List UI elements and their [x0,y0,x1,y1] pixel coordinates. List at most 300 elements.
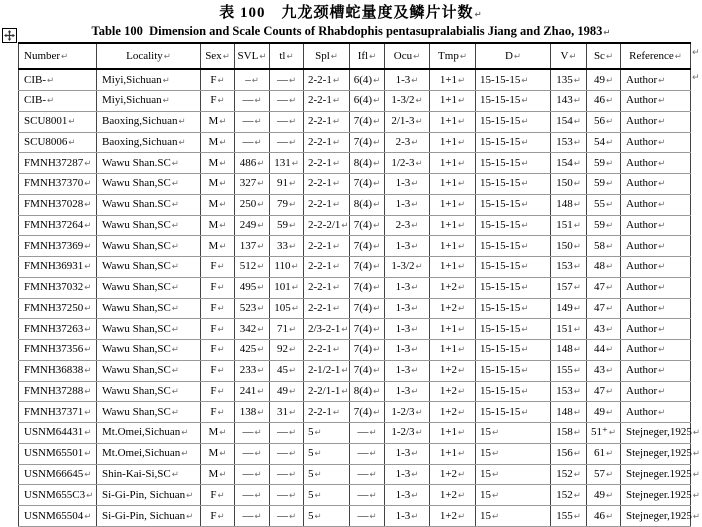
end-of-cell-mark: ↵ [458,449,466,460]
end-of-cell-mark: ↵ [171,407,179,418]
end-of-cell-mark: ↵ [341,324,349,335]
end-of-cell-mark: ↵ [415,428,423,439]
end-of-cell-mark: ↵ [163,51,171,62]
end-of-cell-mark: ↵ [573,469,581,480]
cell: 1+1↵ [430,174,476,195]
cell: 1-3↵ [385,506,430,527]
cell: FMNH37250↵ [19,298,97,319]
cell: 58↵ [587,236,621,257]
end-of-cell-mark: ↵ [288,490,297,501]
cell: 152↵ [551,464,587,485]
cell: 105↵ [270,298,304,319]
end-of-cell-mark: ↵ [171,241,179,252]
cell: 152↵ [551,485,587,506]
cell: USNM655C3↵ [19,485,97,506]
end-of-cell-mark: ↵ [288,75,297,86]
cell: Author↵ [621,194,691,215]
cell: Wawu Shan,SC↵ [97,381,201,402]
end-of-cell-mark: ↵ [171,469,179,480]
cell: 7(4)↵ [350,277,385,298]
cell: 5↵ [304,506,350,527]
cell: 1-3/2↵ [385,91,430,112]
cell: 149↵ [551,298,587,319]
end-of-cell-mark: ↵ [492,449,500,460]
end-of-cell-mark: ↵ [605,386,614,397]
end-of-cell-mark: ↵ [415,117,423,128]
cell: FMNH37032↵ [19,277,97,298]
cell: —↵ [350,506,385,527]
cell: 1+1↵ [430,194,476,215]
cell: M↵ [201,236,235,257]
cell: 2-2-1↵ [304,132,350,153]
cell: 523↵ [235,298,270,319]
end-of-cell-mark: ↵ [254,449,262,460]
end-of-cell-mark: ↵ [569,51,577,62]
cell: 2/1-3↵ [385,111,430,132]
cell: F↵ [201,485,235,506]
end-of-cell-mark: ↵ [178,117,186,128]
cell: 1+2↵ [430,298,476,319]
end-of-cell-mark: ↵ [219,137,227,148]
cell: 153↵ [551,381,587,402]
cell: Wawu Shan,SC↵ [97,360,201,381]
end-of-cell-mark: ↵ [521,200,529,211]
end-of-cell-mark: ↵ [492,490,500,501]
cell: 15-15-15↵ [476,215,551,236]
end-of-cell-mark: ↵ [415,407,423,418]
cell: 327↵ [235,174,270,195]
cell: 5↵ [304,423,350,444]
end-of-cell-mark: ↵ [84,241,92,252]
end-of-cell-mark: ↵ [573,262,581,273]
cell: 2-2-1↵ [304,340,350,361]
end-of-cell-mark: ↵ [217,366,225,377]
table-row [19,91,691,112]
end-of-cell-mark: ↵ [332,96,340,107]
cell: Author↵ [621,257,691,278]
cell: M↵ [201,464,235,485]
end-of-cell-mark: ↵ [521,324,529,335]
end-of-cell-mark: ↵ [332,262,340,273]
cell: —↵ [235,111,270,132]
cell: 153↵ [551,257,587,278]
end-of-cell-mark: ↵ [84,345,92,356]
cell: 233↵ [235,360,270,381]
end-of-cell-mark: ↵ [573,407,581,418]
cell: 8(4)↵ [350,194,385,215]
cell: 150↵ [551,236,587,257]
end-of-cell-mark: ↵ [573,303,581,314]
end-of-cell-mark: ↵ [217,386,225,397]
cell: Wawu Shan,SC↵ [97,257,201,278]
cell: 2-2-1↵ [304,194,350,215]
end-of-cell-mark: ↵ [84,200,92,211]
end-of-cell-mark: ↵ [373,366,381,377]
cell: 2/3-2-1↵ [304,319,350,340]
end-of-cell-mark: ↵ [84,303,92,314]
table-row [19,381,691,402]
cell: 7(4)↵ [350,132,385,153]
end-of-cell-mark: ↵ [84,220,92,231]
cell: F↵ [201,319,235,340]
cell: Author↵ [621,340,691,361]
end-of-cell-mark: ↵ [373,283,381,294]
end-of-cell-mark: ↵ [288,117,297,128]
end-of-cell-mark: ↵ [257,283,265,294]
cell: 1-2/3↵ [385,423,430,444]
cell: Wawu Shan,SC↵ [97,298,201,319]
table-row [19,298,691,319]
end-of-cell-mark: ↵ [458,345,466,356]
end-of-cell-mark: ↵ [605,303,614,314]
cell: 6(4)↵ [350,69,385,91]
end-of-cell-mark: ↵ [458,283,466,294]
cell: —↵ [270,423,304,444]
cell: —↵ [270,111,304,132]
cell: 1+1↵ [430,153,476,174]
cell: F↵ [201,277,235,298]
cell: FMNH37264↵ [19,215,97,236]
cell: 1-3↵ [385,174,430,195]
end-of-cell-mark: ↵ [415,262,423,273]
column-header-v: V↵ [551,43,587,69]
end-of-cell-mark: ↵ [341,366,349,377]
cell: 1+2↵ [430,506,476,527]
end-of-cell-mark: ↵ [332,137,340,148]
cell: Stejneger,1925↵ [621,423,691,444]
end-of-cell-mark: ↵ [658,117,666,128]
paragraph-mark: ↵ [603,28,611,38]
cell: F↵ [201,381,235,402]
cell: 92↵ [270,340,304,361]
end-of-cell-mark: ↵ [411,283,419,294]
end-of-cell-mark: ↵ [415,96,423,107]
cell: Author↵ [621,277,691,298]
cell: —↵ [350,443,385,464]
end-of-cell-mark: ↵ [573,449,581,460]
end-of-cell-mark: ↵ [162,75,170,86]
end-of-cell-mark: ↵ [219,449,227,460]
end-of-cell-mark: ↵ [458,241,466,252]
end-of-cell-mark: ↵ [288,137,297,148]
end-of-cell-mark: ↵ [658,241,666,252]
cell: Wawu Shan.SC↵ [97,194,201,215]
cell: 2-3↵ [385,215,430,236]
cell: 151↵ [551,319,587,340]
cell: 1-2/3↵ [385,402,430,423]
cell: 156↵ [551,443,587,464]
table-row [19,111,691,132]
end-of-cell-mark: ↵ [291,262,299,273]
end-of-cell-mark: ↵ [458,179,466,190]
cell: F↵ [201,91,235,112]
end-of-cell-mark: ↵ [692,511,700,522]
cell: 43↵ [587,360,621,381]
cell: 158↵ [551,423,587,444]
end-of-cell-mark: ↵ [288,324,297,335]
end-of-cell-mark: ↵ [458,303,466,314]
cell: 15-15-15↵ [476,69,551,91]
cell: USNM65501↵ [19,443,97,464]
cell: 1-3↵ [385,464,430,485]
cell: 1+1↵ [430,236,476,257]
cell: Shin-Kai-Si,SC↵ [97,464,201,485]
end-of-cell-mark: ↵ [254,490,262,501]
end-of-cell-mark: ↵ [373,345,381,356]
table-row [19,423,691,444]
cell: 1+1↵ [430,340,476,361]
cell: –↵ [235,69,270,91]
end-of-cell-mark: ↵ [605,407,614,418]
end-of-cell-mark: ↵ [314,511,322,522]
end-of-cell-mark: ↵ [314,428,322,439]
cell: —↵ [270,443,304,464]
table-title-english-text: Table 100 Dimension and Scale Counts of Rhabdophis pentasupralabialis Jiang and Zhao, 1983 [91,24,603,38]
cell: —↵ [270,506,304,527]
cell: 8(4)↵ [350,153,385,174]
cell: —↵ [235,485,270,506]
cell: 15-15-15↵ [476,257,551,278]
end-of-cell-mark: ↵ [219,179,227,190]
end-of-cell-mark: ↵ [373,117,381,128]
end-of-cell-mark: ↵ [332,117,340,128]
cell: 143↵ [551,91,587,112]
end-of-cell-mark: ↵ [219,428,227,439]
cell: 59↵ [270,215,304,236]
cell: Author↵ [621,174,691,195]
end-of-cell-mark: ↵ [458,386,466,397]
cell: 7(4)↵ [350,174,385,195]
cell: 15↵ [476,423,551,444]
end-of-cell-mark: ↵ [217,303,225,314]
end-of-cell-mark: ↵ [84,386,92,397]
cell: —↵ [350,485,385,506]
cell: 61↵ [587,443,621,464]
end-of-cell-mark: ↵ [658,324,666,335]
cell: 495↵ [235,277,270,298]
end-of-cell-mark: ↵ [171,179,179,190]
cell: 110↵ [270,257,304,278]
cell: 91↵ [270,174,304,195]
end-of-cell-mark: ↵ [332,200,340,211]
end-of-cell-mark: ↵ [181,449,189,460]
end-of-cell-mark: ↵ [521,407,529,418]
end-of-cell-mark: ↵ [458,511,466,522]
end-of-cell-mark: ↵ [332,345,340,356]
end-of-cell-mark: ↵ [68,137,76,148]
end-of-cell-mark: ↵ [369,449,377,460]
cell: 15↵ [476,506,551,527]
column-header-reference: Reference↵ [621,43,691,69]
end-of-cell-mark: ↵ [605,469,614,480]
table-move-handle[interactable] [2,28,17,43]
cell: 15-15-15↵ [476,236,551,257]
end-of-cell-mark: ↵ [573,345,581,356]
cell: CIB-↵ [19,69,97,91]
end-of-cell-mark: ↵ [458,262,466,273]
cell: 154↵ [551,153,587,174]
cell: 1+2↵ [430,485,476,506]
cell: 512↵ [235,257,270,278]
end-of-cell-mark: ↵ [658,366,666,377]
end-of-cell-mark: ↵ [61,51,69,62]
end-of-cell-mark: ↵ [257,407,265,418]
end-of-cell-mark: ↵ [257,303,265,314]
table-row [19,132,691,153]
end-of-cell-mark: ↵ [492,428,500,439]
end-of-cell-mark: ↵ [605,75,614,86]
cell: 54↵ [587,132,621,153]
end-of-cell-mark: ↵ [573,117,581,128]
cell: 1-3↵ [385,236,430,257]
end-of-cell-mark: ↵ [692,469,700,480]
cell: USNM64431↵ [19,423,97,444]
end-of-cell-mark: ↵ [219,241,227,252]
end-of-cell-mark: ↵ [458,200,466,211]
end-of-cell-mark: ↵ [332,303,340,314]
cell: Wawu Shan,SC↵ [97,277,201,298]
end-of-cell-mark: ↵ [608,428,616,439]
end-of-cell-mark: ↵ [411,490,419,501]
end-of-cell-mark: ↵ [217,511,225,522]
end-of-cell-mark: ↵ [254,428,262,439]
cell: —↵ [235,464,270,485]
end-of-cell-mark: ↵ [658,158,666,169]
cell: Author↵ [621,69,691,91]
column-header-spl: Spl↵ [304,43,350,69]
end-of-cell-mark: ↵ [373,158,381,169]
end-of-cell-mark: ↵ [605,366,614,377]
cell: 7(4)↵ [350,319,385,340]
cell: 47↵ [587,277,621,298]
end-of-cell-mark: ↵ [458,158,466,169]
end-of-cell-mark: ↵ [573,137,581,148]
end-of-cell-mark: ↵ [332,407,340,418]
end-of-cell-mark: ↵ [288,366,297,377]
end-of-cell-mark: ↵ [658,303,666,314]
end-of-cell-mark: ↵ [658,407,666,418]
end-of-cell-mark: ↵ [573,158,581,169]
end-of-cell-mark: ↵ [171,283,179,294]
end-of-cell-mark: ↵ [254,117,262,128]
end-of-cell-mark: ↵ [171,220,179,231]
end-of-cell-mark: ↵ [84,428,92,439]
end-of-cell-mark: ↵ [605,490,614,501]
end-of-cell-mark: ↵ [373,200,381,211]
cell: 342↵ [235,319,270,340]
end-of-cell-mark: ↵ [171,262,179,273]
cell: 15-15-15↵ [476,360,551,381]
cell: M↵ [201,423,235,444]
end-of-cell-mark: ↵ [332,179,340,190]
cell: SCU8006↵ [19,132,97,153]
end-of-cell-mark: ↵ [373,407,381,418]
end-of-cell-mark: ↵ [286,51,294,62]
cell: F↵ [201,69,235,91]
end-of-cell-mark: ↵ [605,220,614,231]
cell: F↵ [201,257,235,278]
column-header-tmp: Tmp↵ [430,43,476,69]
cell: FMNH36838↵ [19,360,97,381]
table-row [19,69,691,91]
cell: FMNH37288↵ [19,381,97,402]
cell: 1+2↵ [430,277,476,298]
end-of-cell-mark: ↵ [521,241,529,252]
end-of-cell-mark: ↵ [605,158,614,169]
end-of-cell-mark: ↵ [573,179,581,190]
cell: 7(4)↵ [350,402,385,423]
cell: 1/2-3↵ [385,153,430,174]
cell: USNM66645↵ [19,464,97,485]
cell: —↵ [270,464,304,485]
cell: Stejneger.1925↵ [621,464,691,485]
cell: 101↵ [270,277,304,298]
cell: 55↵ [587,194,621,215]
cell: 1-3↵ [385,194,430,215]
cell: 1+1↵ [430,91,476,112]
end-of-cell-mark: ↵ [257,324,265,335]
end-of-cell-mark: ↵ [257,345,265,356]
cell: M↵ [201,153,235,174]
cell: Stejneger,1925↵ [621,443,691,464]
end-of-cell-mark: ↵ [84,407,92,418]
end-of-cell-mark: ↵ [178,137,186,148]
cell: 15-15-15↵ [476,132,551,153]
cell: F↵ [201,360,235,381]
cell: 151↵ [551,215,587,236]
column-header-ifl: Ifl↵ [350,43,385,69]
end-of-cell-mark: ↵ [658,179,666,190]
cell: 7(4)↵ [350,215,385,236]
cell: —↵ [270,132,304,153]
cell: 48↵ [587,257,621,278]
cell: 15↵ [476,485,551,506]
cell: 1-3↵ [385,298,430,319]
column-header-d: D↵ [476,43,551,69]
end-of-cell-mark: ↵ [458,117,466,128]
end-of-cell-mark: ↵ [573,366,581,377]
cell: Si-Gi-Pin, Sichuan↵ [97,506,201,527]
end-of-cell-mark: ↵ [288,449,297,460]
end-of-cell-mark: ↵ [254,96,262,107]
cell: 46↵ [587,91,621,112]
end-of-cell-mark: ↵ [217,407,225,418]
cell: Stejneger.1925↵ [621,485,691,506]
end-of-cell-mark: ↵ [369,511,377,522]
cell: Wawu Shan.SC↵ [97,153,201,174]
cell: FMNH37287↵ [19,153,97,174]
cell: 33↵ [270,236,304,257]
paragraph-mark: ↵ [474,10,483,20]
end-of-cell-mark: ↵ [288,511,297,522]
cell: 1+2↵ [430,402,476,423]
cell: 1-3↵ [385,340,430,361]
end-of-cell-mark: ↵ [411,303,419,314]
end-of-cell-mark: ↵ [186,511,194,522]
cell: 150↵ [551,174,587,195]
cell: 1+1↵ [430,215,476,236]
cell: 56↵ [587,111,621,132]
end-of-cell-mark: ↵ [217,283,225,294]
cell: —↵ [270,485,304,506]
cell: 46↵ [587,506,621,527]
end-of-cell-mark: ↵ [373,75,381,86]
end-of-cell-mark: ↵ [332,158,340,169]
cell: 79↵ [270,194,304,215]
end-of-cell-mark: ↵ [47,96,55,107]
cell: 1+1↵ [430,443,476,464]
cell: Author↵ [621,402,691,423]
